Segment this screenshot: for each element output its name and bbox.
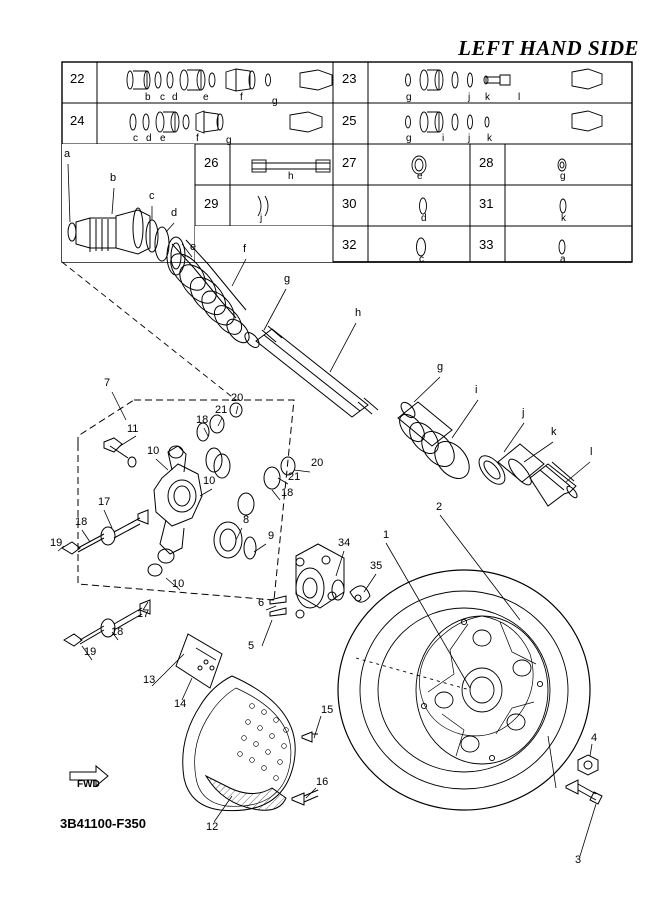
callout-34[interactable]: 34 [338, 537, 351, 549]
table-sub-label: f [196, 133, 199, 144]
table-sub-label: g [406, 92, 412, 103]
table-cell-number[interactable]: 23 [342, 71, 357, 86]
callout-5[interactable]: 5 [248, 640, 255, 652]
table-sub-label: k [561, 213, 566, 224]
table-cell-number[interactable]: 30 [342, 196, 357, 211]
callout-13[interactable]: 13 [143, 674, 156, 686]
table-sub-label: g [272, 96, 278, 107]
callout-10b[interactable]: 10 [203, 475, 216, 487]
table-cell-number[interactable]: 33 [479, 237, 494, 252]
table-sub-label: d [421, 213, 427, 224]
table-sub-label: e [160, 133, 166, 144]
callout-l[interactable]: l [590, 446, 593, 458]
callout-6[interactable]: 6 [258, 597, 265, 609]
table-sub-label: c [160, 92, 165, 103]
callout-g1[interactable]: g [284, 273, 291, 285]
table-sub-label: c [419, 254, 424, 265]
table-sub-label: g [560, 171, 566, 182]
table-sub-label: j [260, 213, 263, 224]
callout-18c[interactable]: 18 [75, 516, 88, 528]
callout-19a[interactable]: 19 [50, 537, 63, 549]
callout-18a[interactable]: 18 [196, 414, 209, 426]
table-sub-label: g [406, 133, 412, 144]
table-sub-label: e [203, 92, 209, 103]
table-sub-label: j [468, 133, 471, 144]
callout-e[interactable]: e [190, 241, 197, 253]
callout-11[interactable]: 11 [127, 423, 139, 435]
table-sub-label: i [442, 133, 445, 144]
callout-7[interactable]: 7 [104, 377, 111, 389]
table-cell-number[interactable]: 29 [204, 196, 219, 211]
table-cell-number[interactable]: 24 [70, 113, 85, 128]
table-sub-label: l [518, 92, 521, 103]
table-sub-label: k [485, 92, 490, 103]
callout-i[interactable]: i [475, 384, 478, 396]
callout-d[interactable]: d [171, 207, 178, 219]
table-sub-label: e [417, 171, 423, 182]
table-sub-label: c [133, 133, 138, 144]
callout-10c[interactable]: 10 [172, 578, 185, 590]
callout-g2[interactable]: g [437, 361, 444, 373]
callout-c[interactable]: c [149, 190, 155, 202]
table-sub-label: h [288, 171, 294, 182]
callout-2[interactable]: 2 [436, 501, 443, 513]
page-title: LEFT HAND SIDE [458, 36, 639, 60]
table-sub-label: b [145, 92, 151, 103]
callout-14[interactable]: 14 [174, 698, 187, 710]
table-cell-number[interactable]: 26 [204, 155, 219, 170]
table-sub-label: k [487, 133, 492, 144]
callout-8[interactable]: 8 [243, 514, 250, 526]
callout-1[interactable]: 1 [383, 529, 390, 541]
table-cell-number[interactable]: 22 [70, 71, 85, 86]
callout-17a[interactable]: 17 [98, 496, 111, 508]
table-cell-number[interactable]: 25 [342, 113, 357, 128]
fwd-arrow-label: FWD [77, 779, 100, 790]
part-number: 3B41100-F350 [60, 816, 147, 831]
table-cell-number[interactable]: 32 [342, 237, 357, 252]
callout-16[interactable]: 16 [316, 776, 329, 788]
callout-35[interactable]: 35 [370, 560, 383, 572]
table-sub-label: j [468, 92, 471, 103]
callout-17b[interactable]: 17 [137, 608, 150, 620]
table-sub-label: d [172, 92, 178, 103]
callout-9[interactable]: 9 [268, 530, 275, 542]
table-sub-label: a [560, 254, 566, 265]
callout-20b[interactable]: 20 [311, 457, 324, 469]
callout-f[interactable]: f [243, 243, 247, 255]
callout-4[interactable]: 4 [591, 732, 598, 744]
callout-19b[interactable]: 19 [84, 646, 97, 658]
callout-21a[interactable]: 21 [215, 404, 228, 416]
table-cell-number[interactable]: 28 [479, 155, 494, 170]
callout-b[interactable]: b [110, 172, 117, 184]
callout-12[interactable]: 12 [206, 821, 219, 833]
table-sub-label: f [240, 92, 243, 103]
callout-j[interactable]: j [522, 407, 525, 419]
table-cell-number[interactable]: 31 [479, 196, 494, 211]
callout-20a[interactable]: 20 [231, 392, 244, 404]
callout-k[interactable]: k [551, 426, 557, 438]
table-sub-label: g [226, 135, 232, 146]
callout-18b[interactable]: 18 [281, 487, 294, 499]
callout-h[interactable]: h [355, 307, 362, 319]
callout-3[interactable]: 3 [575, 854, 582, 866]
callout-21b[interactable]: 21 [288, 471, 301, 483]
callout-15[interactable]: 15 [321, 704, 334, 716]
table-cell-number[interactable]: 27 [342, 155, 357, 170]
callout-10a[interactable]: 10 [147, 445, 160, 457]
callout-18d[interactable]: 18 [111, 626, 124, 638]
table-sub-label: d [146, 133, 152, 144]
callout-a[interactable]: a [64, 148, 71, 160]
